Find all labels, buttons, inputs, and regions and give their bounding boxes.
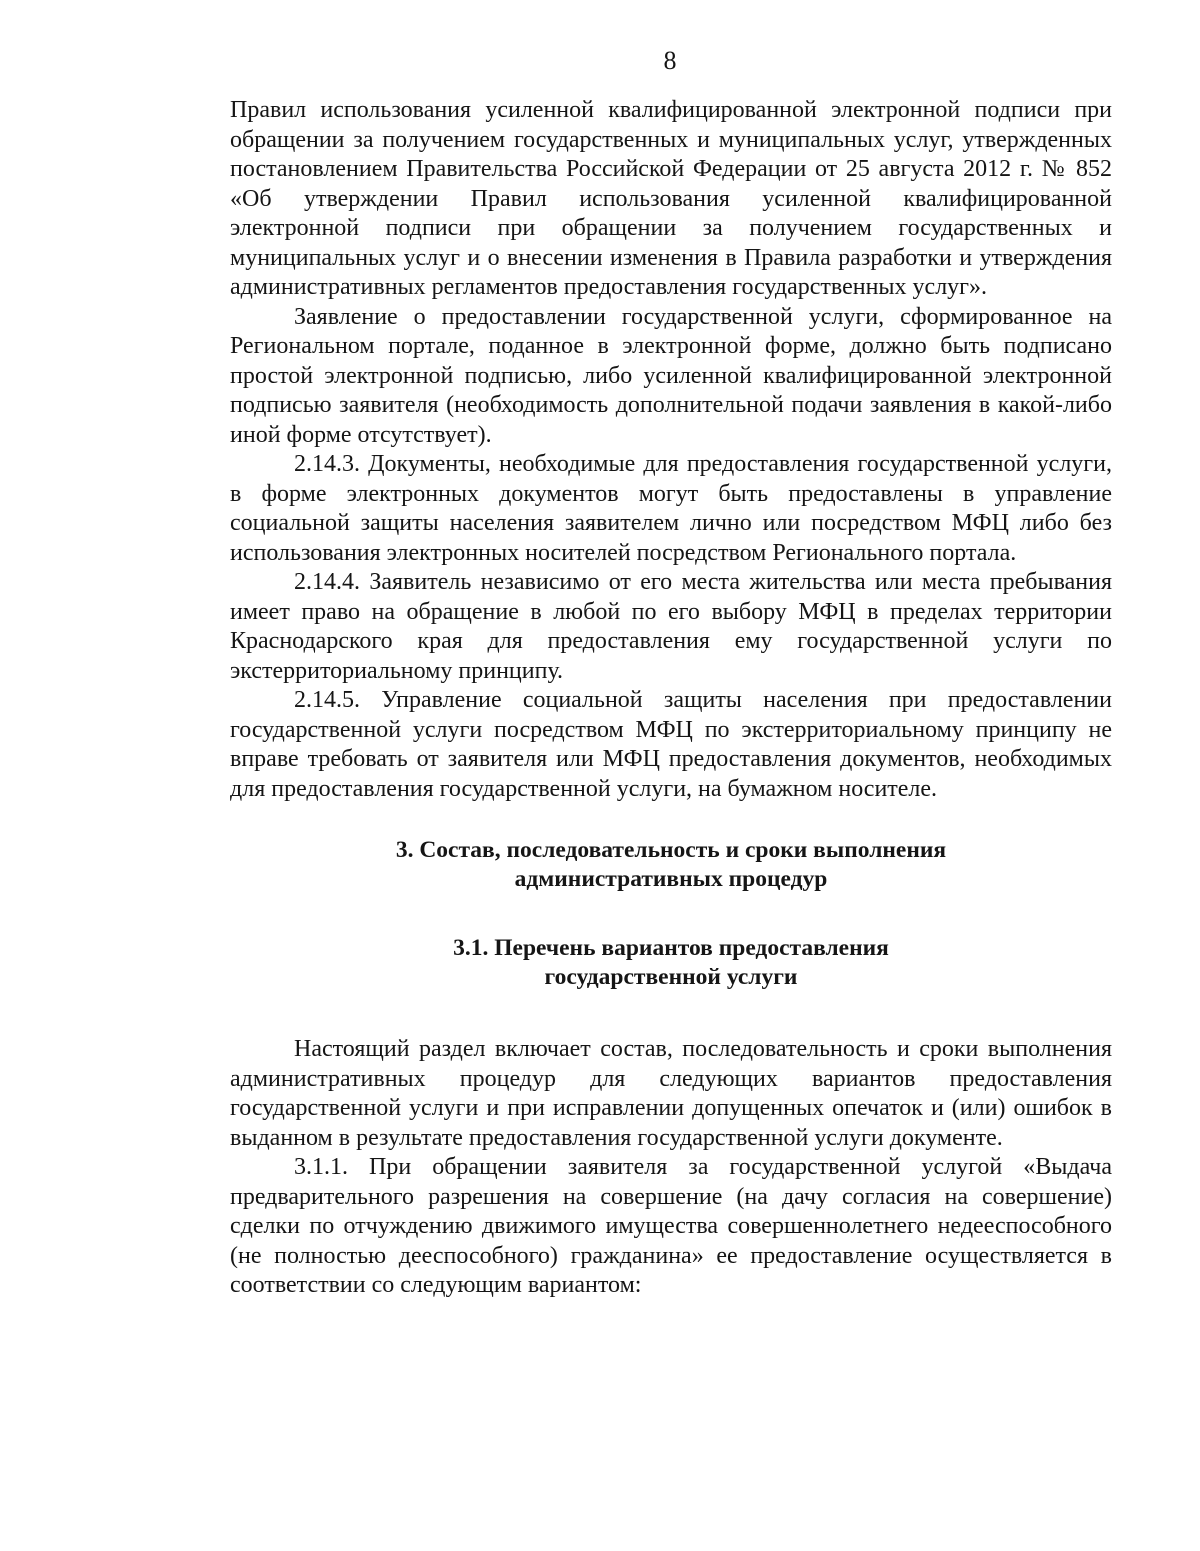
page-number: 8 <box>663 46 677 75</box>
section-3-heading-line-1: 3. Состав, последовательность и сроки выполнения <box>395 837 947 863</box>
paragraph-3-1-1: 3.1.1. При обращении заявителя за государственной услугой «Выдача предварительного разрешения на совершение (на дачу согласия на совершение) сделки по отчуждению движимого имущества совершеннолетнего недееспособного (не полностью дееспособного) гражданина» ее предоставление осуществляется в соответствии со следующим вариантом: <box>230 1154 1112 1298</box>
section-3-heading <box>230 836 1112 894</box>
document-body <box>230 96 1112 1301</box>
section-3-1-heading-line-2: государственной услуги <box>544 964 798 990</box>
paragraph-2-14-3: 2.14.3. Документы, необходимые для предоставления государственной услуги, в форме электронных документов могут быть предоставлены в управление социальной защиты населения заявителем лично или посредством МФЦ либо без использования электронных носителей посредством Регионального портала. <box>230 451 1112 566</box>
paragraph-section-scope: Настоящий раздел включает состав, последовательность и сроки выполнения административных процедур для следующих вариантов предоставления государственной услуги и при исправлении допущенных опечаток и (или) ошибок в выданном в результате предоставления государственной услуги документе. <box>230 1036 1112 1151</box>
section-3-1-heading-line-1: 3.1. Перечень вариантов предоставления <box>453 935 889 961</box>
paragraph-2-14-4: 2.14.4. Заявитель независимо от его места жительства или места пребывания имеет право на обращение в любой по его выбору МФЦ в пределах территории Краснодарского края для предоставления ему государственной услуги по экстерриториальному принципу. <box>230 569 1112 684</box>
paragraph-2-14-5: 2.14.5. Управление социальной защиты населения при предоставлении государственной услуги посредством МФЦ по экстерриториальному принципу не вправе требовать от заявителя или МФЦ предоставления документов, необходимых для предоставления государственной услуги, на бумажном носителе. <box>230 687 1112 802</box>
paragraph-signature-rules: Правил использования усиленной квалифицированной электронной подписи при обращении за получением государственных и муниципальных услуг, утвержденных постановлением Правительства Российской Федерации от 25 августа 2012 г. № 852 «Об утверждении Правил использования усиленной квалифицированной электронной подписи при обращении за получением государственных и муниципальных услуг и о внесении изменения в Правила разработки и утверждения административных регламентов предоставления государственных услуг». <box>230 97 1112 300</box>
section-3-1-heading <box>230 934 1112 992</box>
paragraph-application-signing: Заявление о предоставлении государственной услуги, сформированное на Региональном портале, поданное в электронной форме, должно быть подписано простой электронной подписью, либо усиленной квалифицированной электронной подписью заявителя (необходимость дополнительной подачи заявления в какой-либо иной форме отсутствует). <box>230 303 1112 448</box>
section-3-heading-line-2: административных процедур <box>514 866 828 892</box>
